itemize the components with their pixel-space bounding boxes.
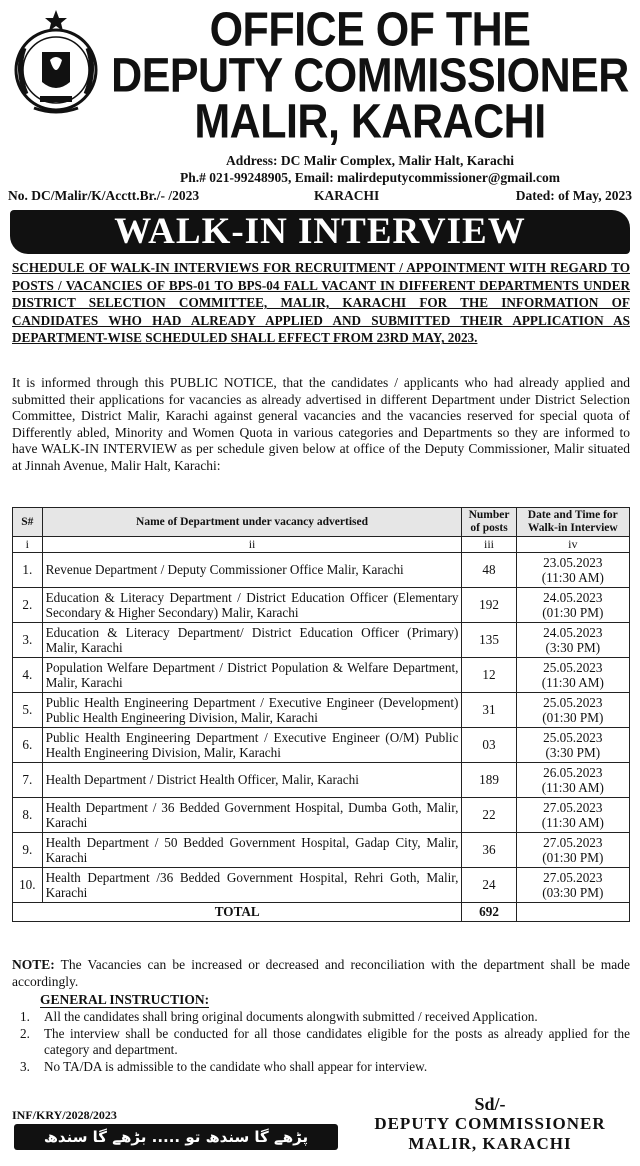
roman-iv: iv [516, 537, 629, 553]
contact-line: Ph.# 021-99248905, Email: malirdeputycommissioner@gmail.com [179, 170, 561, 185]
header-date-time: Date and Time for Walk-in Interview [516, 508, 629, 537]
row-time: (01:30 PM) [542, 605, 604, 620]
general-instruction-list [16, 1009, 630, 1075]
table-row [13, 833, 630, 868]
row-sn: 8. [13, 798, 43, 833]
row-date-time [516, 798, 629, 833]
row-date-time [516, 623, 629, 658]
table-row [13, 588, 630, 623]
row-date: 24.05.2023 [543, 625, 603, 640]
address-line: Address: DC Malir Complex, Malir Halt, Karachi [226, 153, 514, 168]
total-empty-cell [516, 903, 629, 922]
signature-block [350, 1094, 630, 1154]
vacancy-table [12, 507, 630, 922]
item-number: 3. [20, 1058, 30, 1074]
roman-ii: ii [42, 537, 462, 553]
row-date: 27.05.2023 [543, 800, 603, 815]
row-posts: 36 [462, 833, 516, 868]
row-time: (3:30 PM) [545, 640, 601, 655]
signatory-place: MALIR, KARACHI [408, 1134, 572, 1153]
list-item [16, 1009, 630, 1026]
row-time: (11:30 AM) [541, 815, 604, 830]
row-time: (01:30 PM) [542, 710, 604, 725]
roman-i: i [13, 537, 43, 553]
item-text: No TA/DA is admissible to the candidate who shall appear for interview. [44, 1058, 428, 1074]
row-date-time [516, 553, 629, 588]
row-department: Health Department / 50 Bedded Government Hospital, Gadap City, Malir, Karachi [42, 833, 462, 868]
roman-iii: iii [462, 537, 516, 553]
row-sn: 9. [13, 833, 43, 868]
list-item [16, 1059, 630, 1076]
row-time: (03:30 PM) [542, 885, 604, 900]
office-title [110, 2, 630, 149]
total-row [13, 903, 630, 922]
table-row [13, 763, 630, 798]
item-text: The interview shall be conducted for all those candidates eligible for the posts as already applied for the category and department. [44, 1025, 630, 1058]
urdu-slogan: پڑھے گا سندھ تو ..... بڑھے گا سندھ [14, 1124, 338, 1150]
row-department: Health Department /36 Bedded Government Hospital, Rehri Goth, Malir, Karachi [42, 868, 462, 903]
total-value: 692 [462, 903, 516, 922]
row-posts: 31 [462, 693, 516, 728]
row-department: Health Department / District Health Officer, Malir, Karachi [42, 763, 462, 798]
reference-number: No. DC/Malir/K/Acctt.Br./- /2023 [8, 188, 200, 203]
row-sn: 7. [13, 763, 43, 798]
title-line-1: OFFICE OF THE [209, 2, 531, 57]
row-date-time [516, 763, 629, 798]
row-time: (11:30 AM) [541, 675, 604, 690]
notice-body: It is informed through this PUBLIC NOTICE, that the candidates / applicants who had already applied and submitted their applications for vacancies as already advertised in different Department under District Selection Committee, District Malir, Karachi against general vacancies and the vacancies reserved for special quota of Differently abled, Minority and Women Quota in various categories and Departments so they are informed to have WALK-IN INTERVIEW as per schedule given below at office of the Deputy Commissioner, Malir situated at Jinnah Avenue, Malir Halt, Karachi: [12, 375, 630, 473]
title-line-2: DEPUTY COMMISSIONER [111, 48, 629, 103]
row-sn: 5. [13, 693, 43, 728]
row-sn: 6. [13, 728, 43, 763]
row-date: 24.05.2023 [543, 590, 603, 605]
note-text: The Vacancies can be increased or decreased and reconciliation with the department shall be made accordingly. [12, 957, 630, 989]
table-row [13, 623, 630, 658]
table-row [13, 658, 630, 693]
note-label: NOTE: [12, 957, 55, 972]
row-sn: 3. [13, 623, 43, 658]
row-sn: 1. [13, 553, 43, 588]
table-row [13, 868, 630, 903]
row-department: Education & Literacy Department/ District Education Officer (Primary) Malir, Karachi [42, 623, 462, 658]
row-date-time [516, 728, 629, 763]
row-sn: 4. [13, 658, 43, 693]
row-time: (11:30 AM) [541, 780, 604, 795]
row-date: 27.05.2023 [543, 835, 603, 850]
row-date-time [516, 833, 629, 868]
row-sn: 10. [13, 868, 43, 903]
table-row [13, 798, 630, 833]
item-number: 1. [20, 1009, 30, 1024]
row-date: 27.05.2023 [543, 870, 603, 885]
reference-city: KARACHI [314, 188, 380, 203]
walk-in-interview-banner: WALK-IN INTERVIEW [10, 210, 630, 254]
row-time: (01:30 PM) [542, 850, 604, 865]
row-date-time [516, 588, 629, 623]
row-date: 25.05.2023 [543, 730, 603, 745]
note-paragraph [12, 957, 630, 990]
table-row [13, 693, 630, 728]
row-date-time [516, 868, 629, 903]
row-date-time [516, 658, 629, 693]
row-posts: 189 [462, 763, 516, 798]
row-date: 25.05.2023 [543, 660, 603, 675]
row-department: Education & Literacy Department / District Education Officer (Elementary Secondary & Higher Secondary) Malir, Karachi [42, 588, 462, 623]
sindh-government-emblem-icon [10, 8, 102, 118]
row-sn: 2. [13, 588, 43, 623]
row-posts: 22 [462, 798, 516, 833]
list-item [16, 1026, 630, 1059]
item-number: 2. [20, 1025, 30, 1041]
row-date: 25.05.2023 [543, 695, 603, 710]
row-posts: 135 [462, 623, 516, 658]
signatory-title: DEPUTY COMMISSIONER [374, 1114, 606, 1133]
row-department: Population Welfare Department / District Population & Welfare Department, Malir, Karachi [42, 658, 462, 693]
office-address [110, 152, 630, 186]
row-department: Revenue Department / Deputy Commissioner Office Malir, Karachi [42, 553, 462, 588]
row-posts: 24 [462, 868, 516, 903]
row-posts: 03 [462, 728, 516, 763]
row-department: Public Health Engineering Department / Executive Engineer (Development) Public Health Engineering Division, Malir, Karachi [42, 693, 462, 728]
header-sn: S# [13, 508, 43, 537]
title-line-3: MALIR, KARACHI [194, 94, 546, 149]
row-department: Health Department / 36 Bedded Government Hospital, Dumba Goth, Malir, Karachi [42, 798, 462, 833]
row-posts: 48 [462, 553, 516, 588]
roman-numeral-row [13, 537, 630, 553]
schedule-heading: SCHEDULE OF WALK-IN INTERVIEWS FOR RECRUITMENT / APPOINTMENT WITH REGARD TO POSTS / VACANCIES OF BPS-01 TO BPS-04 FALL VACANT IN DIFFERENT DEPARTMENTS UNDER DISTRICT SELECTION COMMITTEE, MALIR, KARACHI FOR THE INFORMATION OF CANDIDATES WHO HAD ALREADY APPLIED AND SUBMITTED THEIR APPLICATION AS DEPARTMENT-WISE SCHEDULED SHALL EFFECT FROM 23RD MAY, 2023. [12, 260, 630, 346]
row-date-time [516, 693, 629, 728]
signature-sd: Sd/- [474, 1094, 506, 1114]
row-date: 26.05.2023 [543, 765, 603, 780]
table-row [13, 728, 630, 763]
reference-date: Dated: of May, 2023 [515, 188, 632, 203]
row-posts: 192 [462, 588, 516, 623]
table-header-row [13, 508, 630, 537]
row-time: (11:30 AM) [541, 570, 604, 585]
general-instruction-heading: GENERAL INSTRUCTION: [40, 992, 210, 1007]
item-text: All the candidates shall bring original documents alongwith submitted / received Application. [44, 1009, 538, 1024]
row-department: Public Health Engineering Department / Executive Engineer (O/M) Public Health Engineering Division, Malir, Karachi [42, 728, 462, 763]
header-posts: Number of posts [462, 508, 516, 537]
row-posts: 12 [462, 658, 516, 693]
row-date: 23.05.2023 [543, 555, 603, 570]
inf-reference: INF/KRY/2028/2023 [12, 1108, 117, 1122]
table-row [13, 553, 630, 588]
row-time: (3:30 PM) [545, 745, 601, 760]
total-label: TOTAL [13, 903, 462, 922]
reference-line [8, 188, 632, 204]
header-department: Name of Department under vacancy advertised [42, 508, 462, 537]
